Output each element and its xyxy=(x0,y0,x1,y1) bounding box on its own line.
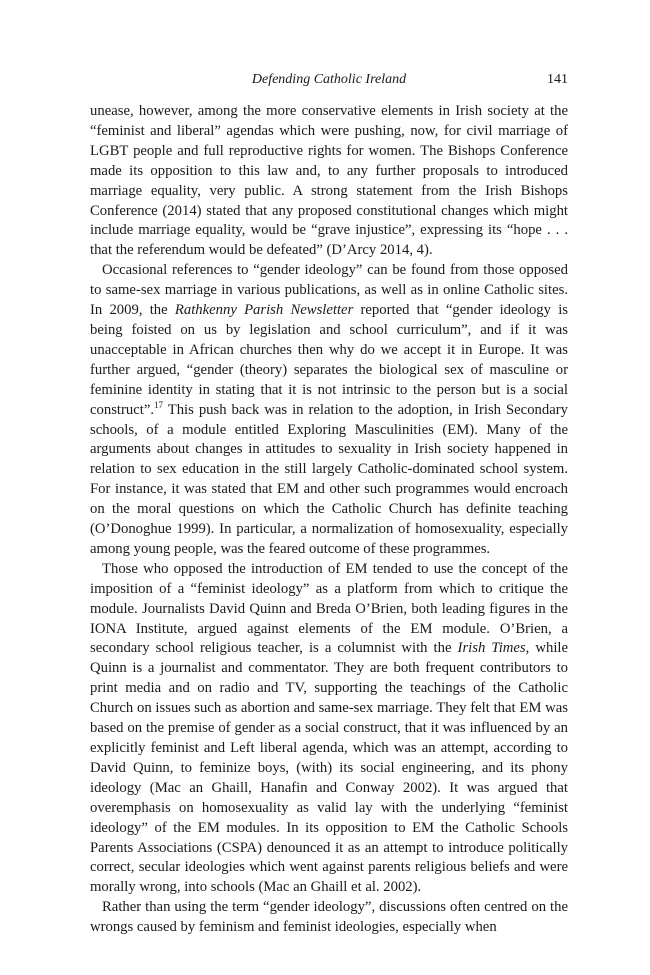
running-title: Defending Catholic Ireland xyxy=(251,72,407,87)
paragraph-1 xyxy=(90,102,568,261)
paragraph-2-text-a: Occasional references to “gender ideology” can be found from those opposed to same-sex marriage in various publications, as well as in online Catholic sites. In 2009, the xyxy=(90,262,568,319)
paragraph-3-text-a: Those who opposed the introduction of EM tended to use the concept of the imposition of a “feminist ideology” as a platform from which to critique the module. Journalists David Quinn and Breda O’Brien, both leading figures in the IONA Institute, argued against elements of the EM module. O’Brien, a secondary school religious teacher, is a columnist with the xyxy=(90,560,568,657)
footnote-marker: 17 xyxy=(154,399,164,410)
body-text xyxy=(90,102,568,938)
newsletter-title: Rathkenny Parish Newsletter xyxy=(174,302,354,319)
paragraph-1-text: unease, however, among the more conservative elements in Irish society at the “feminist and liberal” agendas which were pushing, now, for civil marriage of LGBT people and full reproductive rights for women. The Bishops Conference made its opposition to this law and, to any further proposals to introduced marriage equality, very public. A strong statement from the Irish Bishops Conference (2014) stated that any proposed constitutional changes which might include marriage equality, would be “grave injustice”, expressing its “hope . . . that the referendum would be defeated” (D’Arcy 2014, 4). xyxy=(90,103,568,259)
paragraph-2 xyxy=(90,261,568,560)
paragraph-3 xyxy=(90,560,568,898)
running-head xyxy=(90,72,568,94)
paragraph-2-text-b: reported that “gender ideology is being foisted on us by legislation and school curriculum”, and if it was unacceptable in African churches then why do we accept it in Europe. It was further argued, “gender (theory) separates the biological sex of masculine or feminine identity in stating that it is not intrinsic to the person but is a social construct”. xyxy=(90,302,568,418)
paragraph-2-text-c: This push back was in relation to the adoption, in Irish Secondary schools, of a module entitled Exploring Masculinities (EM). Many of the arguments about changes in attitudes to sexuality in Irish society happened in relation to sex education in the still largely Catholic-dominated school system. For instance, it was stated that EM and other such programmes would encroach on the moral questions on which the Catholic Church has definite teaching (O’Donoghue 1999). In particular, a normalization of homosexuality, especially among young people, was the feared outcome of these programmes. xyxy=(90,401,568,557)
paragraph-4-text: Rather than using the term “gender ideology”, discussions often centred on the wrongs caused by feminism and feminist ideologies, especially when xyxy=(90,899,568,936)
paragraph-3-text-b: , while Quinn is a journalist and commentator. They are both frequent contributors to print media and on radio and TV, supporting the teachings of the Catholic Church on issues such as abortion and same-sex marriage. They felt that EM was based on the premise of gender as a social construct, that it was influenced by an explicitly feminist and Left liberal agenda, which was an attempt, according to David Quinn, to feminize boys, (with) its social engineering, and its phony ideology (Mac an Ghaill, Hanafin and Conway 2002). It was argued that overemphasis on homosexuality as valid lay with the underlying “feminist ideology” of the EM modules. In its opposition to EM the Catholic Schools Parents Associations (CSPA) denounced it as an attempt to introduce politically correct, secular ideologies which went against parents religious beliefs and were morally wrong, into schools (Mac an Ghaill et al. 2002). xyxy=(90,640,568,896)
page-number: 141 xyxy=(547,72,568,87)
paragraph-4 xyxy=(90,898,568,938)
newspaper-title: Irish Times xyxy=(457,640,526,657)
